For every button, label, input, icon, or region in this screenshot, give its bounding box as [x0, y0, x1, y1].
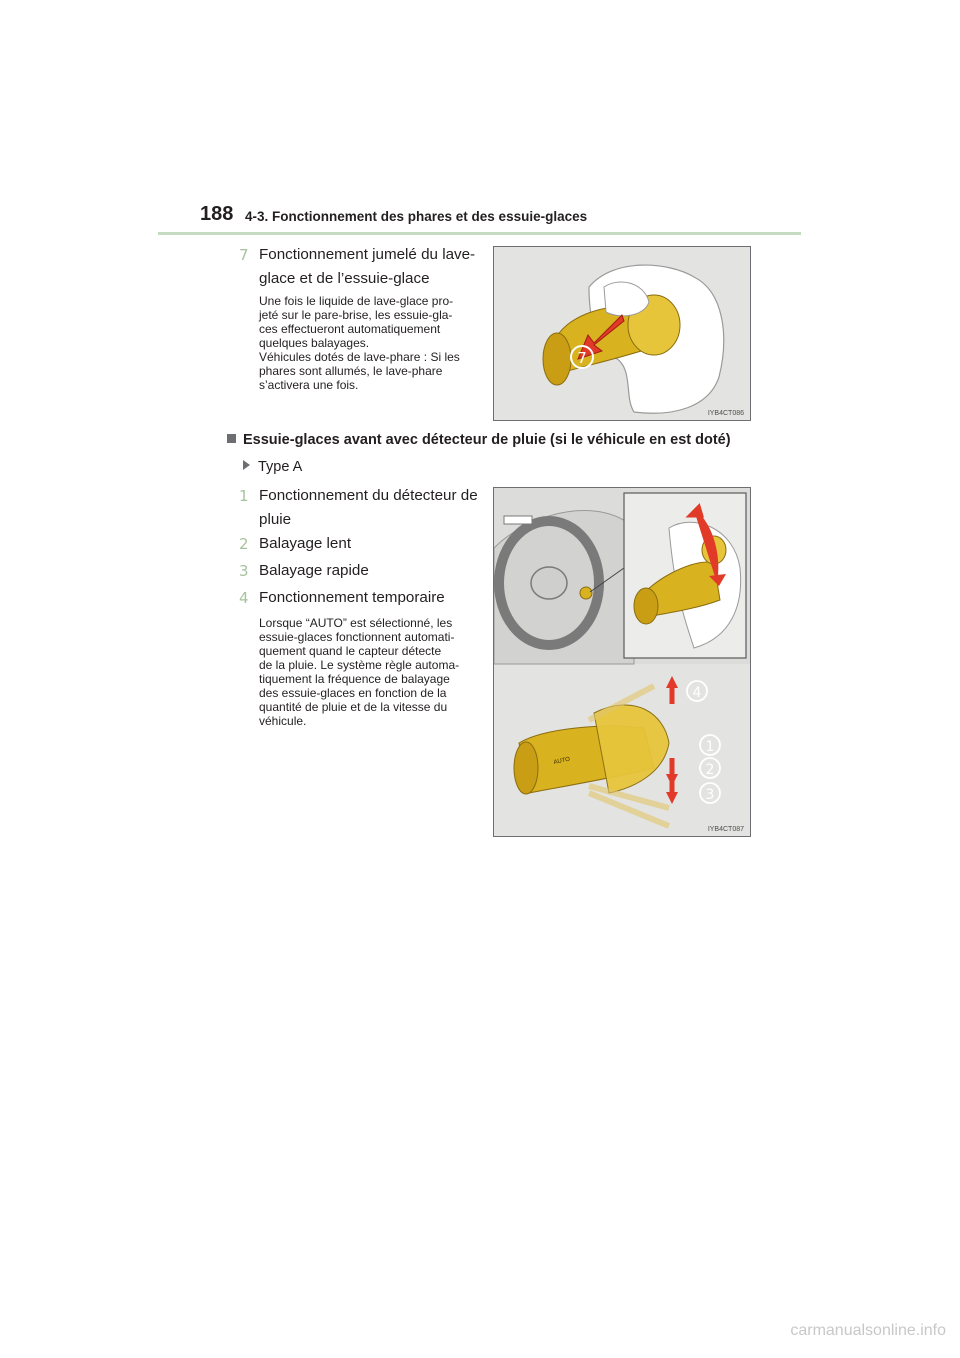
note-line: quelques balayages.	[259, 336, 370, 350]
type-label-text: Type A	[258, 459, 303, 475]
figure-callout-7: 7	[577, 349, 587, 367]
item-2-text: Balayage lent	[259, 535, 352, 552]
note-line: tiquement la fréquence de balayage	[259, 672, 450, 686]
washer-wiper-illustration	[493, 246, 751, 421]
item-4-note	[259, 616, 481, 728]
square-bullet-icon	[227, 434, 236, 443]
figure-code: IYB4CT087	[707, 826, 744, 833]
item-number-4: 4	[239, 589, 249, 607]
note-line: phares sont allumés, le lave-phare	[259, 364, 443, 378]
header-divider	[158, 232, 801, 235]
note-line: quement quand le capteur détecte	[259, 644, 442, 658]
item-1-text	[259, 484, 481, 532]
callout-1: 1	[705, 739, 715, 755]
type-label	[243, 459, 302, 475]
section-heading	[227, 432, 731, 448]
wiper-lever-drawing	[494, 488, 750, 836]
note-line: Une fois le liquide de lave-glace pro-	[259, 294, 454, 308]
callout-4: 4	[692, 685, 702, 701]
item-7-title	[259, 243, 481, 291]
note-line: Lorsque “AUTO” est sélectionné, les	[259, 616, 453, 630]
item-1-line-1: Fonctionnement du détecteur de	[259, 487, 478, 504]
note-line: Véhicules dotés de lave-phare : Si les	[259, 350, 460, 364]
figure-code: IYB4CT086	[707, 410, 744, 417]
note-line: quantité de pluie et de la vitesse du	[259, 700, 448, 714]
item-4-text: Fonctionnement temporaire	[259, 589, 445, 606]
item-7-title-line-1: Fonctionnement jumelé du lave-	[259, 246, 476, 263]
rain-sensor-wiper-illustration	[493, 487, 751, 837]
note-line: s’activera une fois.	[259, 378, 359, 392]
note-line: ces effectueront automatiquement	[259, 322, 441, 336]
item-number-3: 3	[239, 562, 249, 580]
item-3-text: Balayage rapide	[259, 562, 369, 579]
watermark: carmanualsonline.info	[790, 1322, 946, 1339]
lever-auto-label: AUTO	[553, 756, 571, 766]
item-number-2: 2	[239, 535, 249, 553]
item-number-1: 1	[239, 487, 249, 505]
note-line: véhicule.	[259, 714, 307, 728]
note-line: des essuie-glaces en fonction de la	[259, 686, 447, 700]
page-number: 188	[200, 203, 234, 225]
chapter-title: 4-3. Fonctionnement des phares et des essuie-glaces	[245, 209, 588, 224]
callout-2: 2	[705, 762, 715, 778]
section-heading-text: Essuie-glaces avant avec détecteur de pluie (si le véhicule en est doté)	[243, 432, 731, 448]
triangle-bullet-icon	[243, 460, 250, 470]
item-7-note	[259, 294, 481, 392]
washer-lever-drawing	[494, 247, 750, 420]
callout-3: 3	[705, 787, 715, 803]
note-line: de la pluie. Le système règle automa-	[259, 658, 460, 672]
item-7-title-line-2: glace et de l’essuie-glace	[259, 270, 430, 287]
note-line: jeté sur le pare-brise, les essuie-gla-	[259, 308, 453, 322]
note-line: essuie-glaces fonctionnent automati-	[259, 630, 455, 644]
item-number-7: 7	[239, 246, 249, 264]
item-1-line-2: pluie	[259, 511, 292, 528]
